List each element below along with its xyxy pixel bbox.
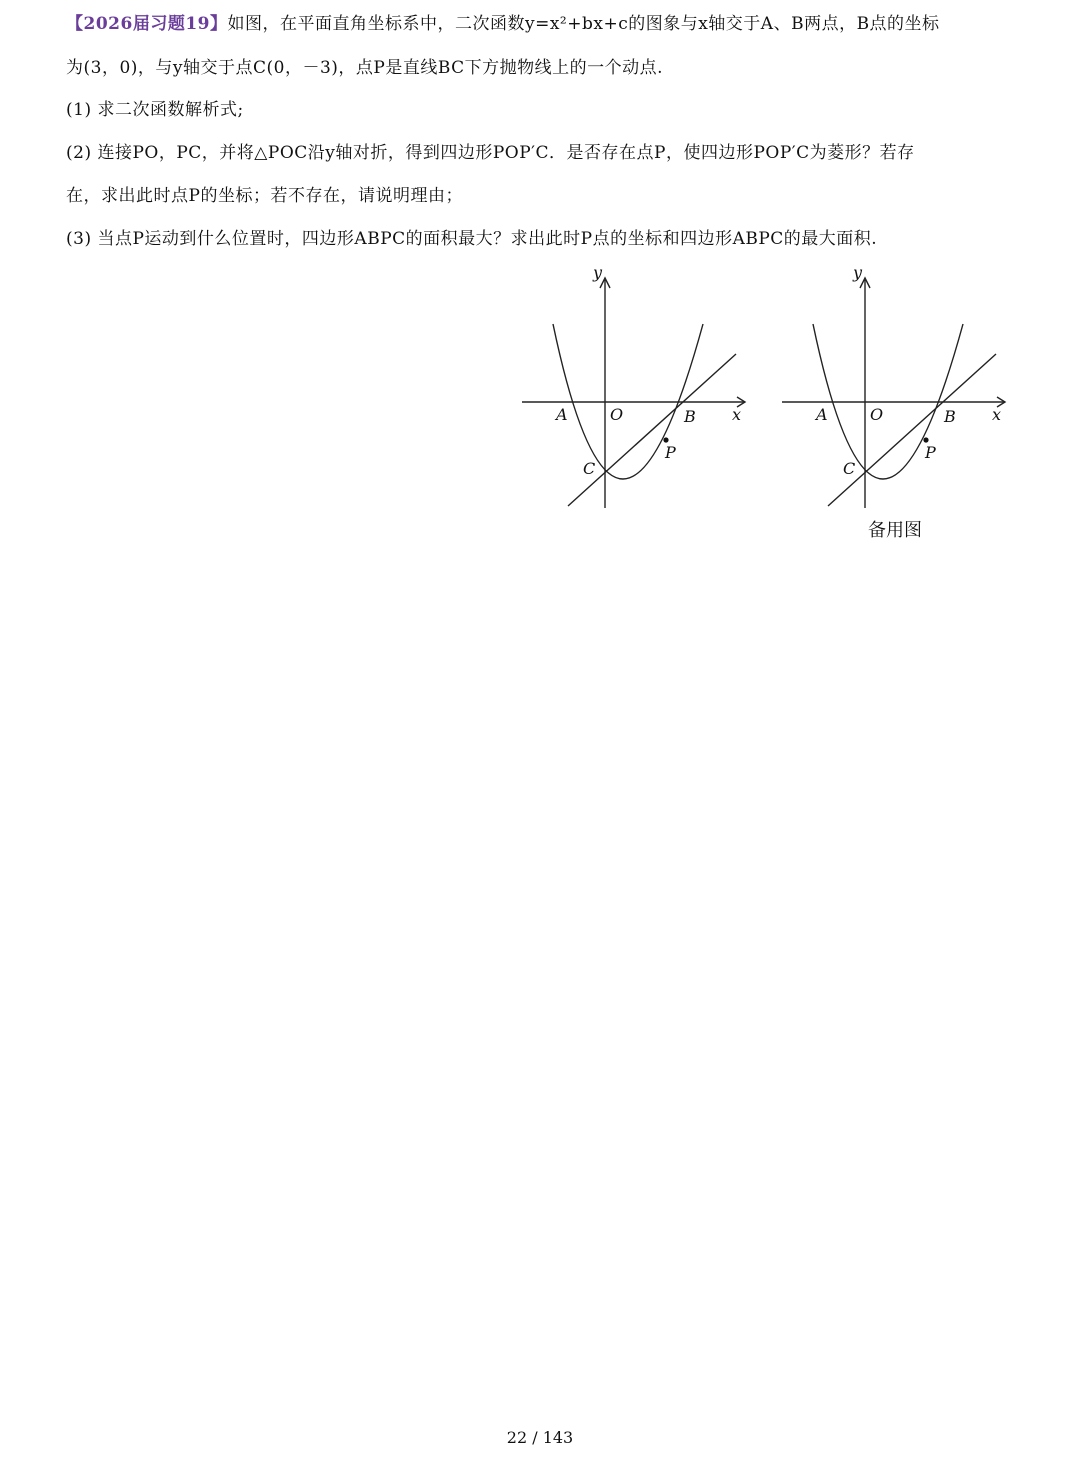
spare-figure — [778, 258, 1018, 513]
question-2-line-1: (2) 连接PO，PC，并将△POC沿y轴对折，得到四边形POP′C．是否存在点P，使四边形POP′C为菱形？若存 — [66, 143, 915, 163]
problem-intro-line-2: 为(3，0)，与y轴交于点C(0，－3)，点P是直线BC下方抛物线上的一个动点. — [66, 58, 664, 78]
line-bc — [828, 354, 996, 506]
label-b: B — [684, 407, 696, 426]
main-figure — [518, 258, 758, 513]
label-p: P — [665, 443, 676, 462]
problem-tag: 【2026届习题19】 — [66, 14, 228, 34]
point-p — [923, 437, 928, 442]
page-number: 22 / 143 — [506, 1428, 574, 1447]
label-x: x — [992, 405, 1002, 424]
label-y: y — [593, 263, 603, 282]
label-a: A — [556, 405, 568, 424]
spare-figure-caption: 备用图 — [868, 520, 922, 541]
question-2-line-2: 在，求出此时点P的坐标；若不存在，请说明理由； — [66, 186, 463, 206]
label-c: C — [583, 459, 596, 478]
label-x: x — [732, 405, 742, 424]
point-p — [663, 437, 668, 442]
problem-intro-line-1 — [66, 12, 1016, 36]
problem-text: 如图，在平面直角坐标系中，二次函数y=x²+bx+c的图象与x轴交于A、B两点，B点的坐标 — [227, 14, 940, 34]
label-y: y — [853, 263, 863, 282]
question-3: (3) 当点P运动到什么位置时，四边形ABPC的面积最大？求出此时P点的坐标和四边形ABPC的最大面积. — [66, 229, 878, 249]
label-b: B — [944, 407, 956, 426]
line-bc — [568, 354, 736, 506]
label-o: O — [610, 405, 624, 424]
label-c: C — [843, 459, 856, 478]
label-p: P — [925, 443, 936, 462]
label-a: A — [816, 405, 828, 424]
question-1: (1) 求二次函数解析式; — [66, 100, 244, 120]
label-o: O — [870, 405, 884, 424]
